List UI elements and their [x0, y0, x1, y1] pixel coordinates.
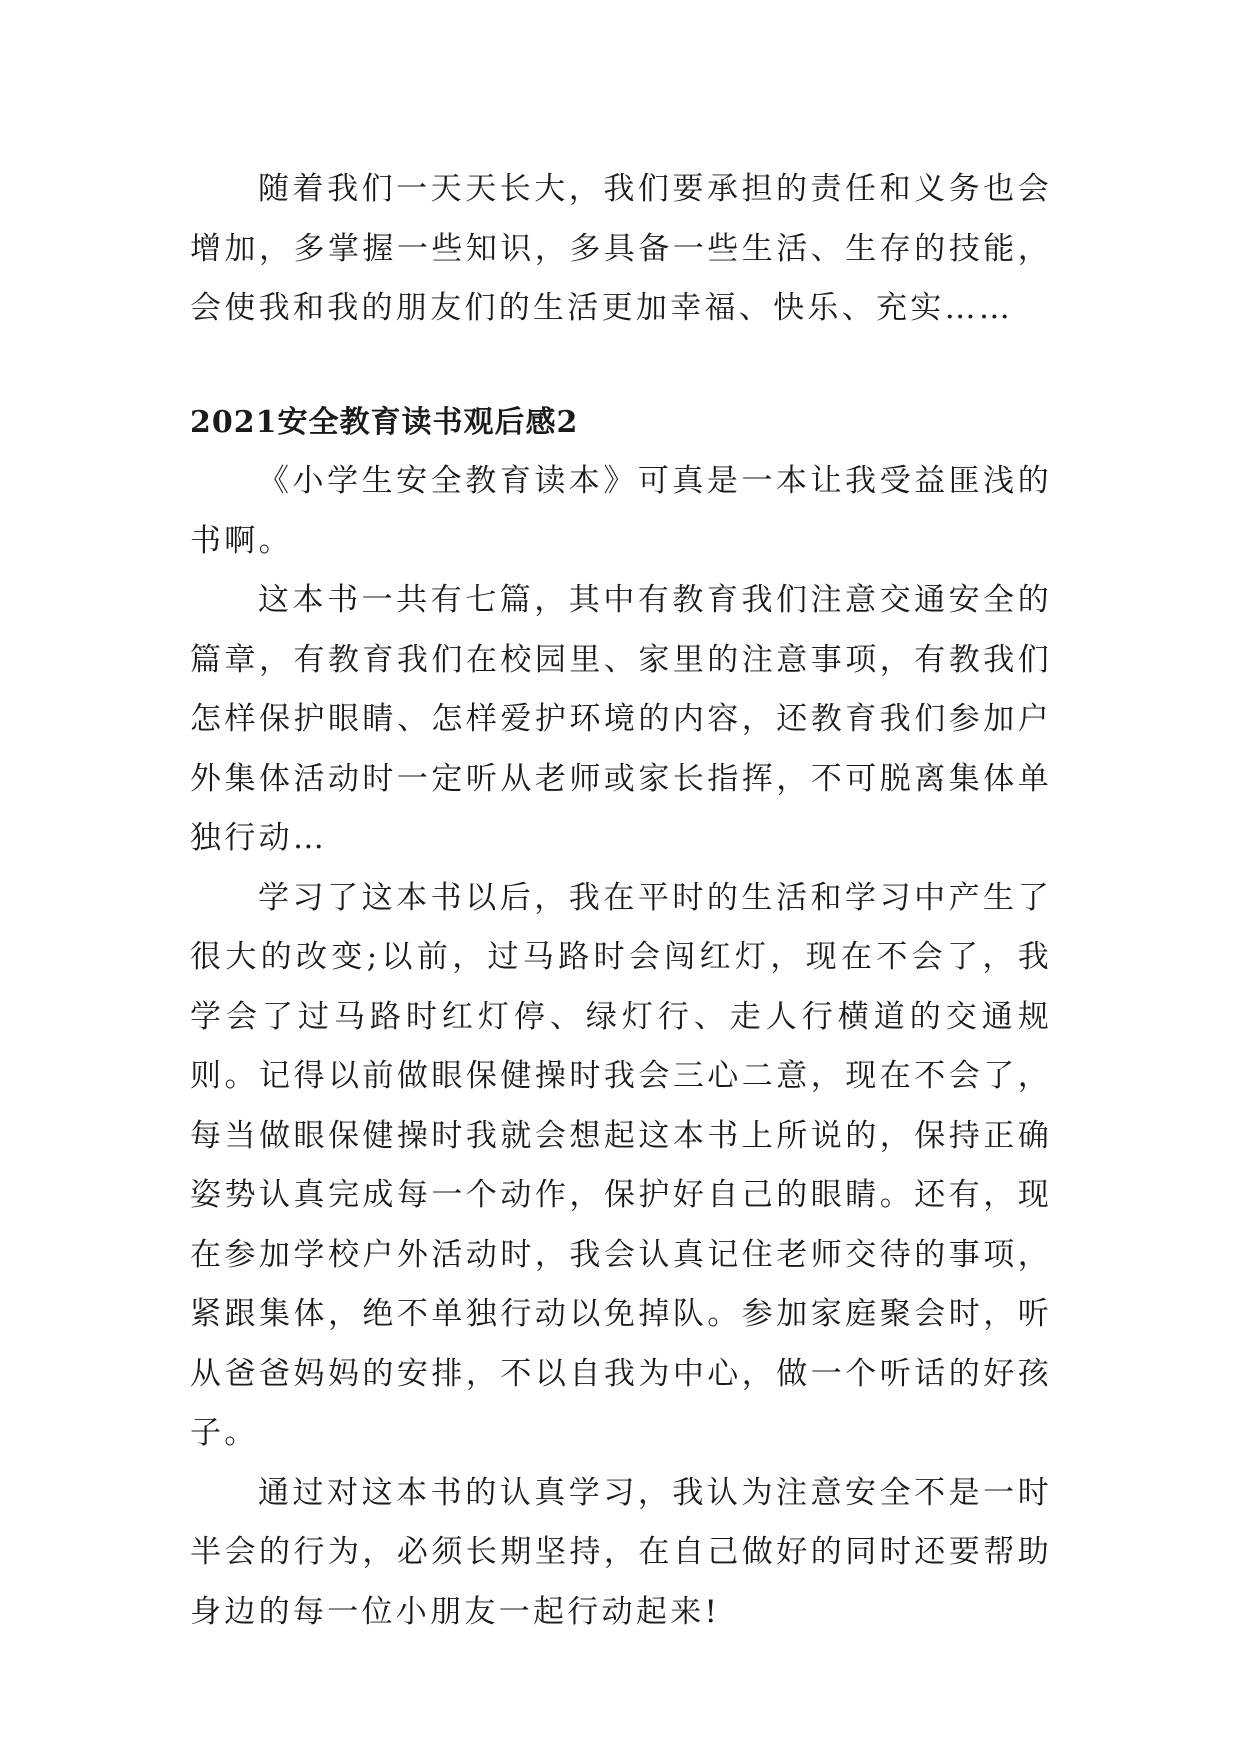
section-title: 2021安全教育读书观后感2 [190, 404, 579, 440]
document-body [190, 160, 1052, 1642]
paragraph-3: 学习了这本书以后，我在平时的生活和学习中产生了很大的改变;以前，过马路时会闯红灯，现在不会了，我学会了过马路时红灯停、绿灯行、走人行横道的交通规则。记得以前做眼保健操时我会三心二意，现在不会了，每当做眼保健操时我就会想起这本书上所说的，保持正确姿势认真完成每一个动作，保护好自己的眼睛。还有，现在参加学校户外活动时，我会认真记住老师交待的事项，紧跟集体，绝不单独行动以免掉队。参加家庭聚会时，听从爸爸妈妈的安排，不以自我为中心，做一个听话的好孩子。 [190, 879, 1052, 1451]
paragraph-4: 通过对这本书的认真学习，我认为注意安全不是一时半会的行为，必须长期坚持，在自己做好的同时还要帮助身边的每一位小朋友一起行动起来! [190, 1474, 1052, 1630]
paragraph-2: 这本书一共有七篇，其中有教育我们注意交通安全的篇章，有教育我们在校园里、家里的注意事项，有教我们怎样保护眼睛、怎样爱护环境的内容，还教育我们参加户外集体活动时一定听从老师或家长指挥，不可脱离集体单独行动… [190, 582, 1052, 856]
paragraph-1: 《小学生安全教育读本》可真是一本让我受益匪浅的书啊。 [190, 463, 1052, 559]
intro-paragraph: 随着我们一天天长大，我们要承担的责任和义务也会增加，多掌握一些知识，多具备一些生活、生存的技能，会使我和我的朋友们的生活更加幸福、快乐、充实…… [190, 171, 1052, 326]
